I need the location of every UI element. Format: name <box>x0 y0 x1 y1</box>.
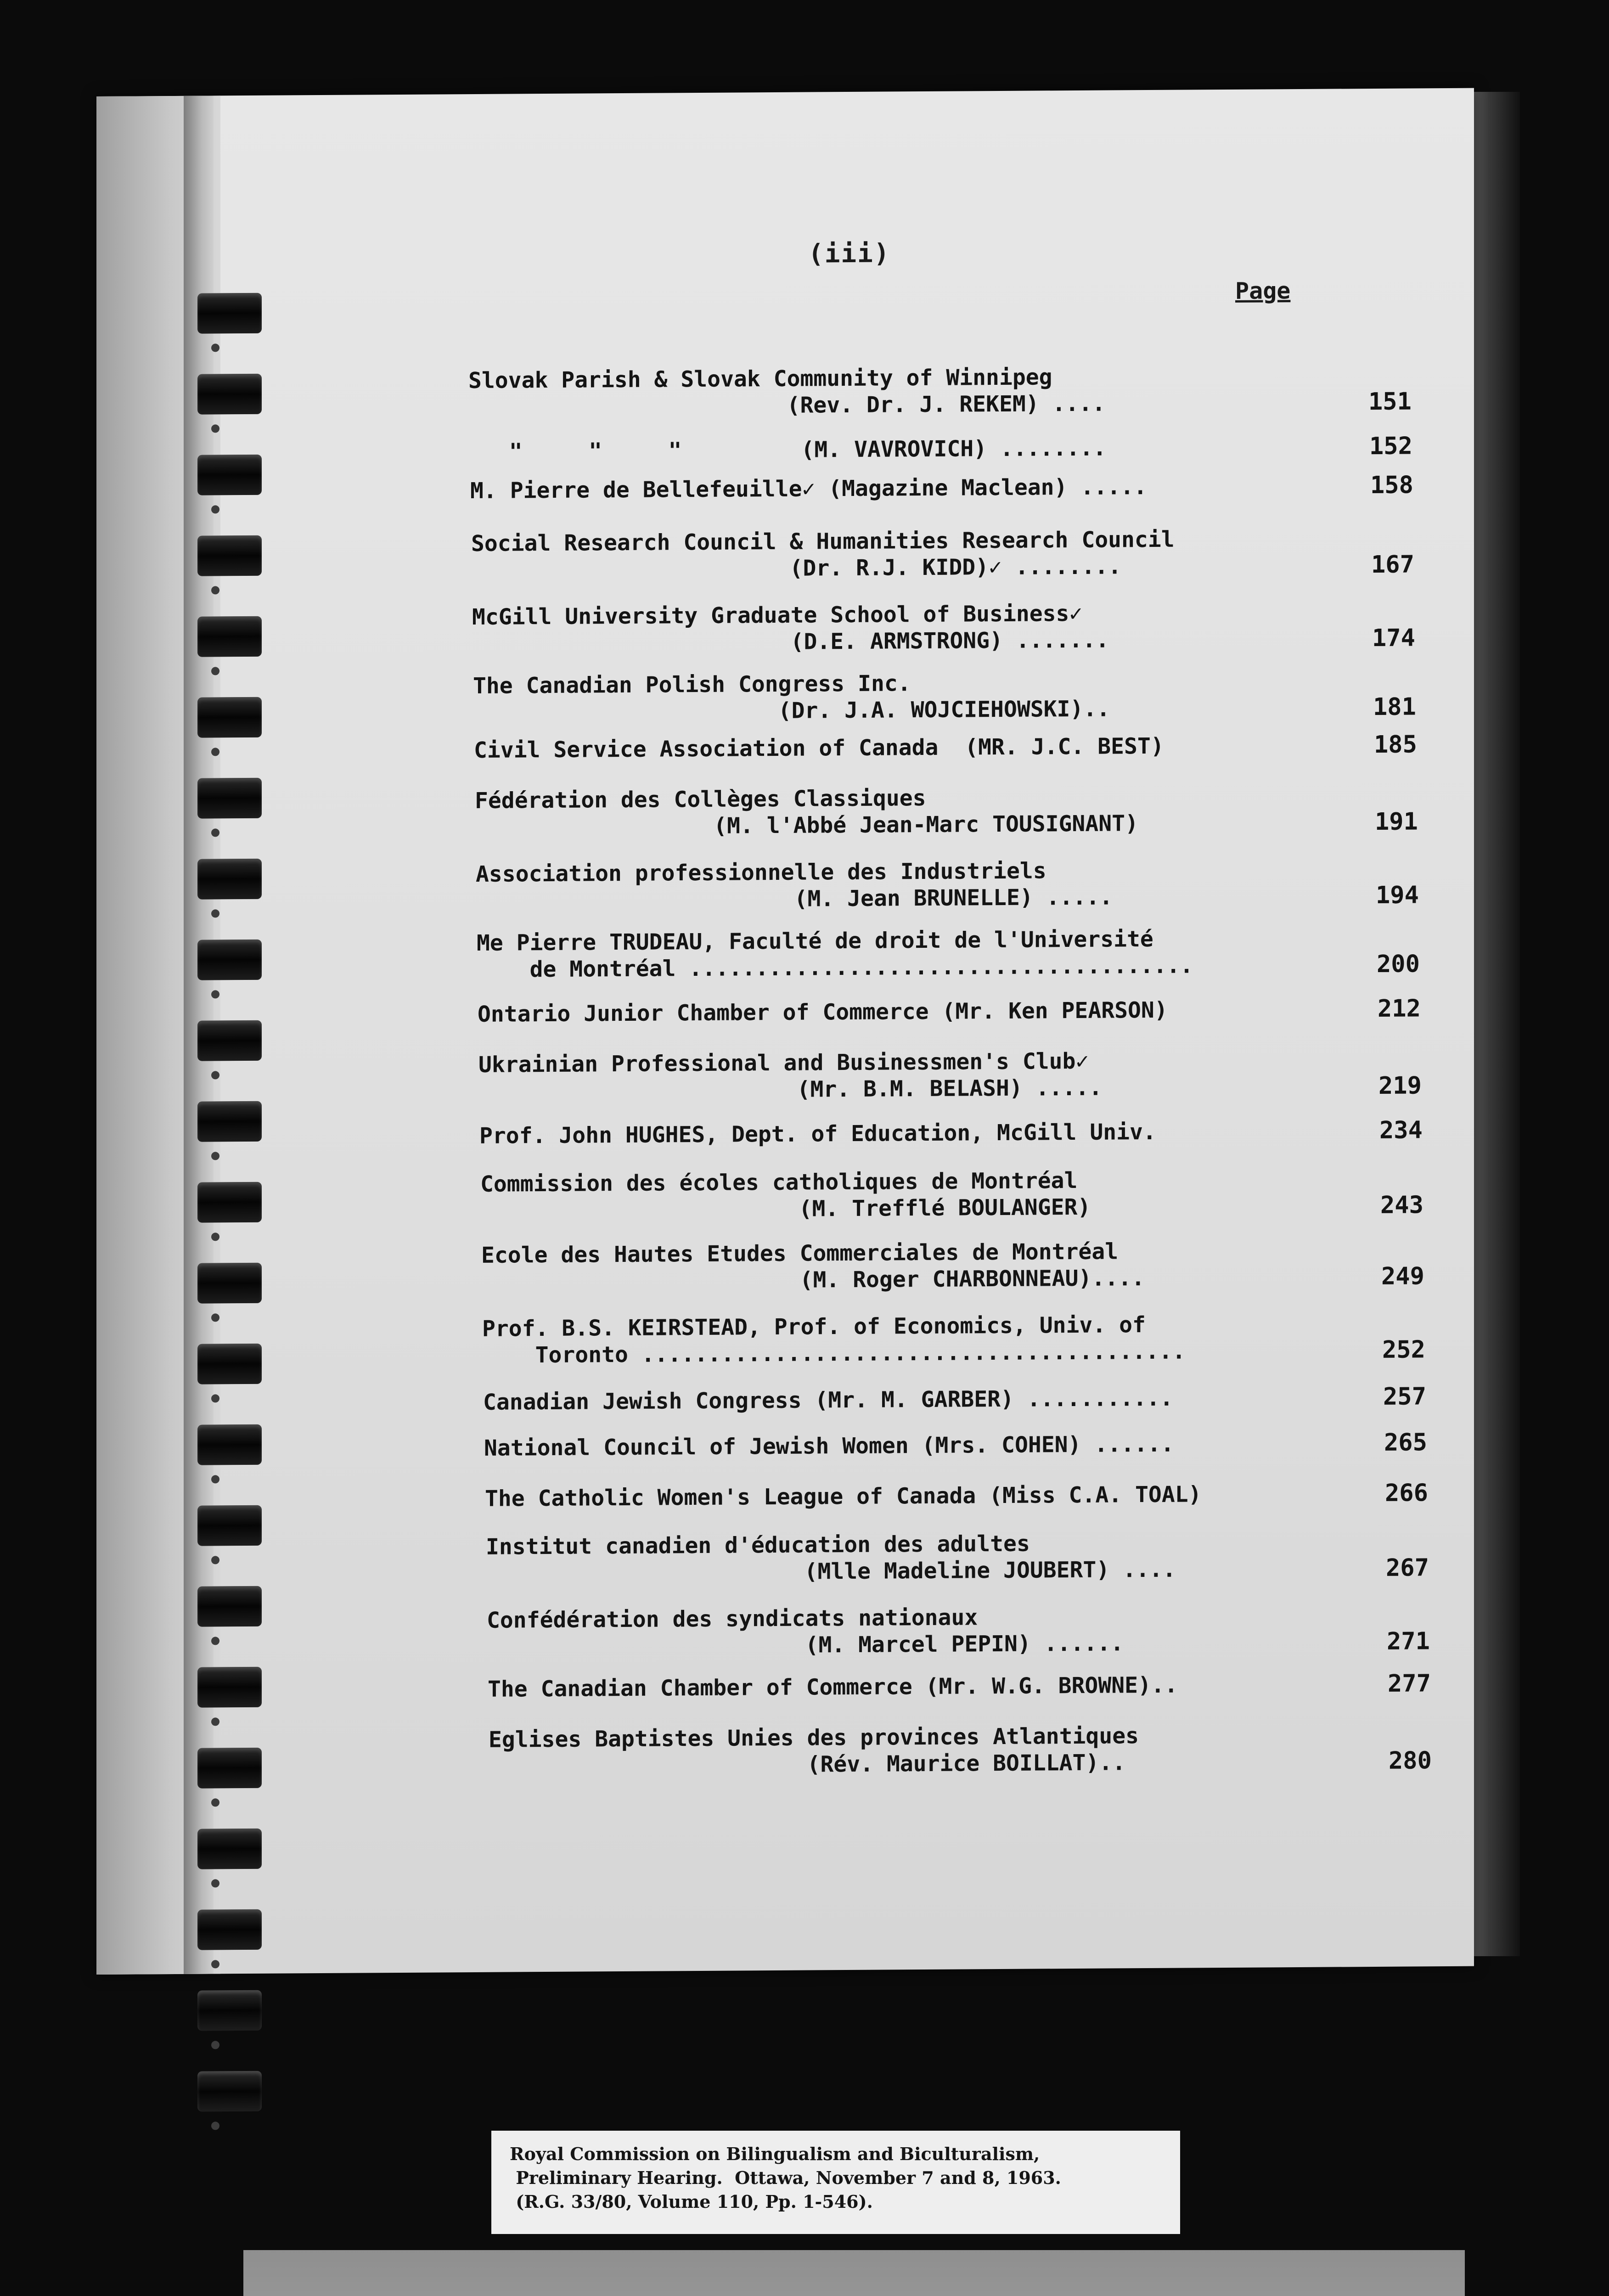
punch-hole <box>211 748 219 756</box>
toc-entry-text: (M. Jean BRUNELLE) ..... <box>476 884 1113 914</box>
punch-hole <box>211 1313 219 1322</box>
document-page <box>96 88 1474 1975</box>
binding-ring <box>197 859 262 900</box>
toc-entry <box>468 361 1502 421</box>
toc-entry-text: Civil Service Association of Canada (MR. J.C. BEST) <box>474 733 1164 763</box>
toc-entry-text: Ukrainian Professional and Businessmen's Club✓ <box>478 1048 1089 1078</box>
toc-entry-text: Slovak Parish & Slovak Community of Winnipeg <box>468 364 1052 394</box>
toc-entry-text: (Mr. B.M. BELASH) ..... <box>478 1075 1103 1104</box>
punch-hole <box>211 1798 219 1806</box>
toc-entry <box>489 1720 1522 1780</box>
toc-entry <box>481 1236 1514 1295</box>
toc-entry-text: Association professionnelle des Industriels <box>476 858 1046 887</box>
toc-entry-text: " " " (M. VAVROVICH) ........ <box>469 435 1107 465</box>
label-line: (R.G. 33/80, Volume 110, Pp. 1-546). <box>510 2191 873 2212</box>
binding-ring <box>197 1586 262 1627</box>
toc-entry <box>480 1165 1513 1224</box>
binding-ring <box>197 2071 262 2112</box>
toc-entry-text: Prof. John HUGHES, Dept. of Education, McGill Univ. <box>479 1119 1156 1149</box>
punch-hole <box>211 1556 219 1564</box>
toc-entry-page: 167 <box>1371 551 1414 579</box>
toc-entry-text: (Rev. Dr. J. REKEM) .... <box>468 390 1106 421</box>
punch-hole <box>211 1879 219 1887</box>
toc-entry-page: 234 <box>1379 1116 1423 1144</box>
binding-ring <box>197 1344 262 1384</box>
toc-entry <box>484 1429 1517 1462</box>
toc-entry-text: Fédération des Collèges Classiques <box>475 785 926 814</box>
archive-label-text <box>510 2142 1061 2214</box>
toc-entry-text: Ontario Junior Chamber of Commerce (Mr. Ken PEARSON) <box>478 997 1168 1027</box>
toc-entry-text: Eglises Baptistes Unies des provinces Atlantiques <box>489 1723 1139 1753</box>
punch-hole <box>211 1960 219 1968</box>
toc-entry <box>478 995 1511 1028</box>
toc-entry-page: 277 <box>1388 1670 1431 1698</box>
punch-hole <box>211 667 219 675</box>
toc-entry <box>479 1116 1513 1149</box>
toc-entry-page: 257 <box>1383 1383 1426 1411</box>
toc-entry-page: 200 <box>1377 950 1420 978</box>
toc-entry-text: Ecole des Hautes Etudes Commerciales de Montréal <box>481 1238 1119 1268</box>
toc-entry <box>470 471 1503 504</box>
toc-entry-text: M. Pierre de Bellefeuille✓ (Magazine Maclean) ..... <box>470 474 1147 504</box>
toc-entry-text: (M. Roger CHARBONNEAU).... <box>481 1265 1145 1295</box>
toc-entry-page: 181 <box>1373 693 1416 721</box>
toc-entry-text: de Montréal ...................................... <box>477 952 1193 983</box>
toc-entry-text: Prof. B.S. KEIRSTEAD, Prof. of Economics, Univ. of <box>482 1312 1146 1342</box>
toc-entry <box>483 1383 1516 1416</box>
toc-entry-text: Institut canadien d'éducation des adultes <box>486 1531 1030 1560</box>
toc-entry-page: 266 <box>1385 1479 1428 1507</box>
binding-ring <box>197 1424 262 1465</box>
toc-entry-text: Toronto ......................................... <box>482 1338 1186 1368</box>
punch-hole <box>211 343 219 352</box>
binding-ring <box>197 1101 262 1142</box>
toc-entry-text: Commission des écoles catholiques de Montréal <box>480 1167 1078 1197</box>
binding-ring <box>197 1748 262 1789</box>
toc-entry <box>471 524 1504 584</box>
binding-ring <box>197 455 262 495</box>
toc-entry-page: 185 <box>1374 731 1417 759</box>
binding-ring <box>197 1667 262 1708</box>
punch-hole <box>211 424 219 433</box>
toc-entry <box>488 1670 1521 1703</box>
toc-entry-text: Confédération des syndicats nationaux <box>487 1604 978 1633</box>
toc-entry-page: 252 <box>1382 1336 1425 1364</box>
binding-ring <box>197 616 262 657</box>
toc-entry <box>473 666 1506 726</box>
binding-ring <box>197 940 262 980</box>
toc-entry-page: 243 <box>1380 1191 1423 1219</box>
punch-hole <box>211 990 219 998</box>
toc-entry-page: 194 <box>1376 881 1419 909</box>
binding-ring <box>197 374 262 415</box>
binding-ring <box>197 1909 262 1950</box>
binding-ring <box>197 1990 262 2031</box>
punch-hole <box>211 1394 219 1402</box>
spiral-binding <box>96 88 1474 96</box>
punch-hole <box>211 2122 219 2130</box>
toc-entry-text: (D.E. ARMSTRONG) ....... <box>472 627 1109 657</box>
toc-entry-text: McGill University Graduate School of Business✓ <box>472 600 1083 630</box>
toc-entry <box>487 1601 1520 1660</box>
toc-entry-text: (Rév. Maurice BOILLAT).. <box>489 1750 1126 1779</box>
toc-entry-page: 174 <box>1372 624 1415 653</box>
toc-entry-page: 191 <box>1375 808 1418 836</box>
archives-stamp <box>243 2250 1465 2296</box>
punch-hole <box>211 586 219 594</box>
page-column-header: Page <box>1235 277 1291 304</box>
toc-entry-text: National Council of Jewish Women (Mrs. COHEN) ...... <box>484 1431 1174 1461</box>
toc-entry <box>486 1527 1519 1587</box>
toc-entry <box>475 781 1508 841</box>
toc-entry-page: 152 <box>1369 432 1412 461</box>
binding-ring <box>197 697 262 738</box>
toc-entry-text: (M. Marcel PEPIN) ...... <box>487 1630 1124 1660</box>
binding-ring <box>197 778 262 819</box>
binding-ring <box>197 1505 262 1546</box>
toc-entry-page: 271 <box>1387 1627 1430 1655</box>
toc-entry-text: Social Research Council & Humanities Research Council <box>471 526 1175 557</box>
toc-entry <box>476 855 1509 914</box>
toc-entry-page: 212 <box>1378 995 1421 1023</box>
punch-hole <box>211 1071 219 1079</box>
binding-ring <box>197 293 262 334</box>
toc-entry-page: 249 <box>1381 1262 1424 1290</box>
punch-hole <box>211 828 219 837</box>
page-number: (iii) <box>808 238 890 269</box>
punch-hole <box>211 1475 219 1483</box>
toc-entry-page: 151 <box>1368 388 1412 416</box>
toc-entry <box>485 1479 1518 1512</box>
toc-entry-page: 280 <box>1389 1747 1432 1775</box>
toc-entry-text: The Canadian Chamber of Commerce (Mr. W.G. BROWNE).. <box>488 1672 1178 1702</box>
toc-entry-text: Me Pierre TRUDEAU, Faculté de droit de l'Université <box>477 926 1153 956</box>
toc-entry-page: 219 <box>1378 1072 1422 1100</box>
toc-entry-text: (Dr. R.J. KIDD)✓ ........ <box>471 553 1122 584</box>
punch-hole <box>211 1717 219 1726</box>
toc-entry <box>472 597 1505 657</box>
punch-hole <box>211 1232 219 1241</box>
binding-ring <box>197 1829 262 1869</box>
toc-entry-page: 265 <box>1384 1429 1427 1457</box>
binding-ring <box>197 1263 262 1304</box>
toc-entry <box>469 432 1502 465</box>
label-line: Royal Commission on Bilingualism and Biculturalism, <box>510 2144 1040 2164</box>
binding-ring <box>197 1182 262 1223</box>
toc-entry-text: The Canadian Polish Congress Inc. <box>473 670 911 699</box>
toc-entry <box>478 1045 1512 1105</box>
toc-entry-text: (M. Trefflé BOULANGER) <box>480 1194 1091 1224</box>
label-line: Preliminary Hearing. Ottawa, November 7 and 8, 1963. <box>510 2167 1061 2188</box>
punch-hole <box>211 2041 219 2049</box>
toc-entry-text: Canadian Jewish Congress (Mr. M. GARBER) ........... <box>483 1385 1173 1415</box>
punch-hole <box>211 909 219 917</box>
toc-entry-text: (Mlle Madeline JOUBERT) .... <box>486 1556 1176 1587</box>
punch-hole <box>211 1637 219 1645</box>
binding-ring <box>197 535 262 576</box>
toc-entry-page: 267 <box>1386 1554 1429 1582</box>
toc-entry <box>474 731 1507 764</box>
toc-entry-text: (M. l'Abbé Jean-Marc TOUSIGNANT) <box>475 810 1138 840</box>
toc-entry <box>477 923 1510 983</box>
toc-entry-text: (Dr. J.A. WOJCIEHOWSKI).. <box>473 696 1110 726</box>
archive-label-card <box>491 2131 1180 2234</box>
toc-entry <box>482 1309 1515 1369</box>
punch-hole <box>211 1152 219 1160</box>
binding-ring <box>197 1020 262 1061</box>
toc-entry-text: The Catholic Women's League of Canada (Miss C.A. TOAL) <box>485 1481 1202 1512</box>
toc-entry-page: 158 <box>1370 471 1413 500</box>
punch-hole <box>211 505 219 513</box>
